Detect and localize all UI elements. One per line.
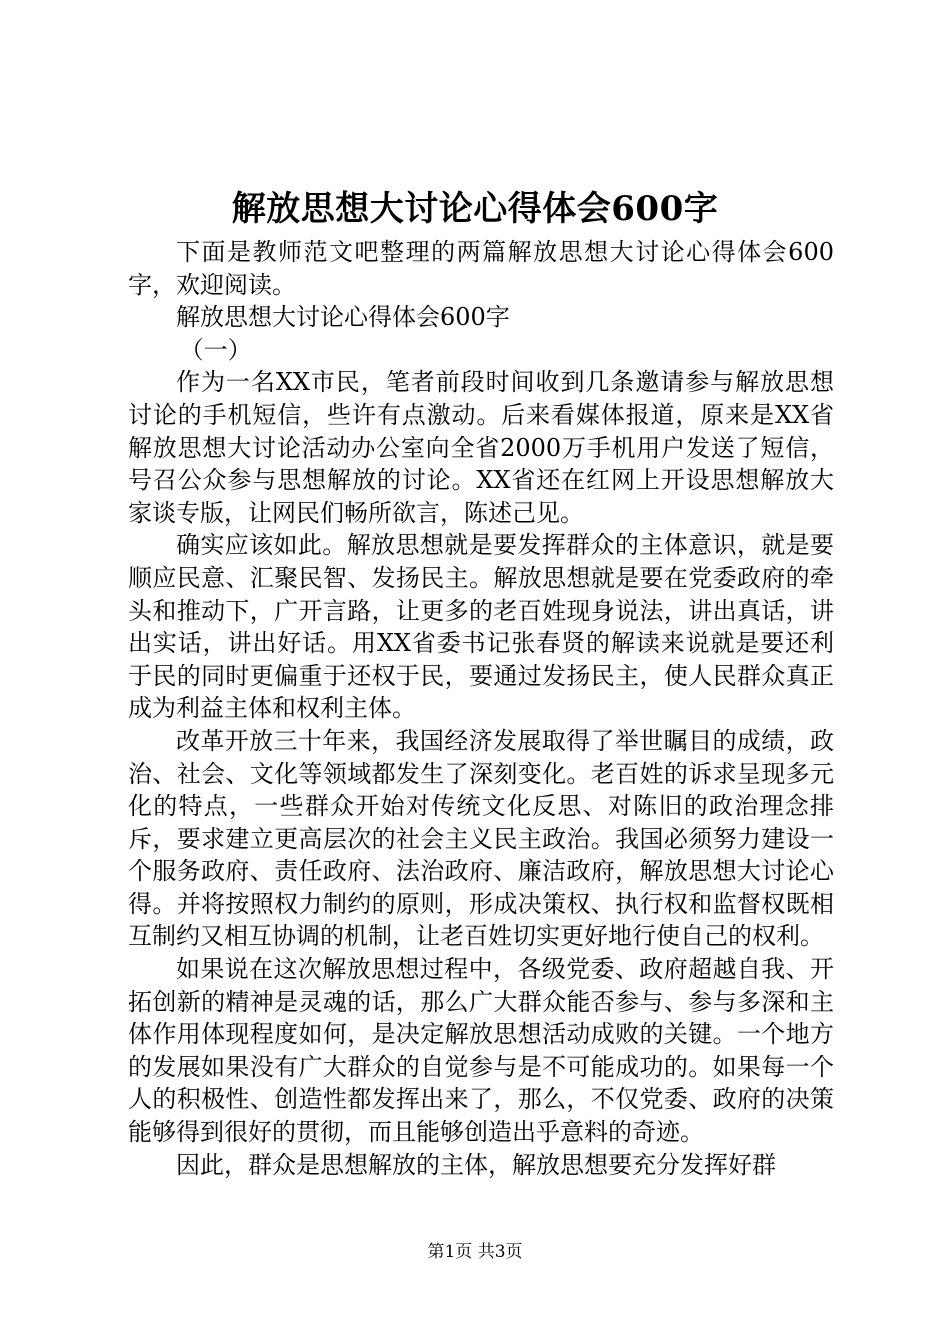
page-footer: 第1页 共3页 bbox=[427, 1242, 523, 1262]
intro-paragraph: 下面是教师范文吧整理的两篇解放思想大讨论心得体会600字，欢迎阅读。 bbox=[128, 238, 834, 299]
document-title: 解放思想大讨论心得体会600字 bbox=[231, 189, 719, 229]
section-title: 解放思想大讨论心得体会600字 bbox=[176, 303, 510, 332]
body-paragraph: 如果说在这次解放思想过程中，各级党委、政府超越自我、开拓创新的精神是灵魂的话，那么广大群众能否参与、参与多深和主体作用体现程度如何，是决定解放思想活动成败的关键。一个地方的发展如果没有广大群众的自觉参与是不可能成功的。如果每一个人的积极性、创造性都发挥出来了，那么，不仅党委、政府的决策能够得到很好的贯彻，而且能够创造出乎意料的奇迹。 bbox=[128, 955, 834, 1147]
document-body bbox=[128, 236, 834, 1181]
body-paragraph: 作为一名XX市民，笔者前段时间收到几条邀请参与解放思想讨论的手机短信，些许有点激动。后来看媒体报道，原来是XX省解放思想大讨论活动办公室向全省2000万手机用户发送了短信，号召公众参与思想解放的讨论。XX省还在红网上开设思想解放大家谈专版，让网民们畅所欲言，陈述己见。 bbox=[128, 368, 834, 527]
body-paragraph: 因此，群众是思想解放的主体，解放思想要充分发挥好群 bbox=[176, 1150, 776, 1179]
body-paragraph: 确实应该如此。解放思想就是要发挥群众的主体意识，就是要顺应民意、汇聚民智、发扬民主。解放思想就是要在党委政府的牵头和推动下，广开言路，让更多的老百姓现身说法，讲出真话，讲出实话，讲出好话。用XX省委书记张春贤的解读来说就是要还利于民的同时更偏重于还权于民，要通过发扬民主，使人民群众真正成为利益主体和权利主体。 bbox=[128, 531, 834, 723]
body-paragraph: 改革开放三十年来，我国经济发展取得了举世瞩目的成绩，政治、社会、文化等领域都发生了深刻变化。老百姓的诉求呈现多元化的特点，一些群众开始对传统文化反思、对陈旧的政治理念排斥，要求建立更高层次的社会主义民主政治。我国必须努力建设一个服务政府、责任政府、法治政府、廉洁政府，解放思想大讨论心得。并将按照权力制约的原则，形成决策权、执行权和监督权既相互制约又相互协调的机制，让老百姓切实更好地行使自己的权利。 bbox=[128, 726, 834, 951]
section-number: （一） bbox=[179, 335, 252, 364]
